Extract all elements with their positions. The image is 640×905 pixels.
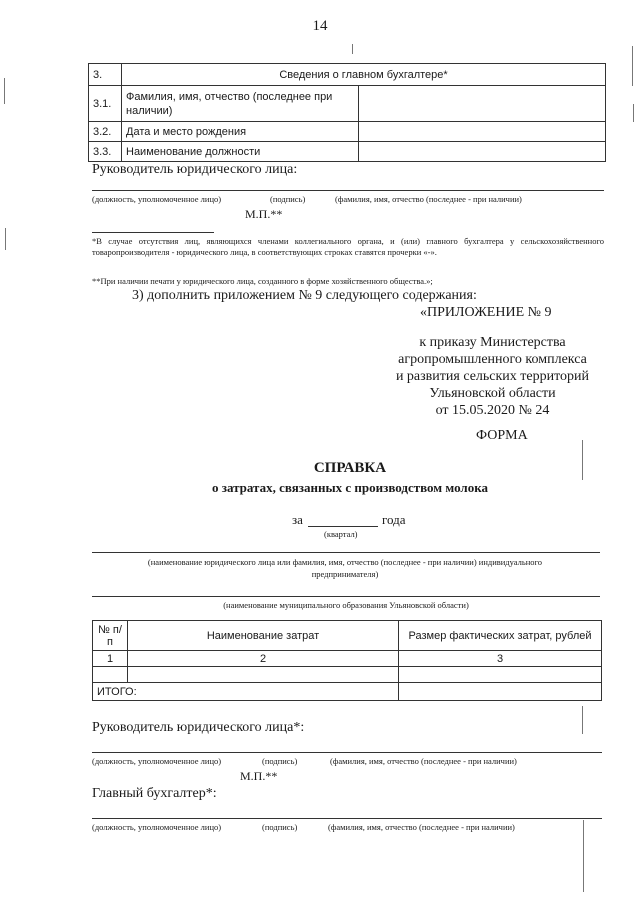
cost-table — [92, 620, 602, 701]
signature-caption-sign: (подпись) — [270, 194, 306, 204]
scan-mark — [4, 78, 5, 104]
signature-line — [92, 190, 604, 191]
index-cell: 1 — [93, 651, 128, 667]
order-line: агропромышленного комплекса — [398, 352, 587, 367]
table-cell — [399, 667, 602, 683]
table-value-cell — [359, 142, 606, 162]
stamp-place: М.П.** — [245, 207, 283, 221]
index-cell: 3 — [399, 651, 602, 667]
table-row-num: 3.2. — [89, 122, 122, 142]
head-label: Руководитель юридического лица*: — [92, 720, 305, 735]
index-cell: 2 — [128, 651, 399, 667]
scan-mark — [632, 46, 633, 86]
signature-caption-position: (должность, уполномоченное лицо) — [92, 194, 222, 204]
signature-caption-position: (должность, уполномоченное лицо) — [92, 822, 222, 832]
scan-mark — [352, 44, 353, 54]
order-line: Ульяновской области — [429, 386, 556, 401]
signature-caption-name: (фамилия, имя, отчество (последнее - при наличии) — [328, 822, 515, 832]
order-line: от 15.05.2020 № 24 — [435, 403, 550, 418]
municipality-caption: (наименование муниципального образования Ульяновской области) — [223, 600, 469, 610]
table-row-label: Фамилия, имя, отчество (последнее при наличии) — [122, 86, 359, 122]
table-row-label: Наименование должности — [122, 142, 359, 162]
period-caption: (квартал) — [324, 529, 358, 539]
period-line — [308, 526, 378, 527]
signature-line — [92, 752, 602, 753]
period-prefix: за — [292, 512, 303, 527]
col-num-header: № п/п — [93, 621, 128, 651]
entity-caption: (наименование юридического лица или фамилия, имя, отчество (последнее - при наличии) индивидуального предпринимателя) — [147, 557, 543, 579]
col-name-header: Наименование затрат — [128, 621, 399, 651]
municipality-line — [92, 596, 600, 597]
head-label: Руководитель юридического лица: — [92, 162, 298, 177]
signature-caption-sign: (подпись) — [262, 756, 298, 766]
col-amount-header: Размер фактических затрат, рублей — [399, 621, 602, 651]
table-row-num: 3. — [89, 64, 122, 86]
signature-line — [92, 818, 602, 819]
signature-caption-sign: (подпись) — [262, 822, 298, 832]
order-line: и развития сельских территорий — [395, 369, 590, 384]
signature-caption-position: (должность, уполномоченное лицо) — [92, 756, 222, 766]
signature-caption-name: (фамилия, имя, отчество (последнее - при наличии) — [335, 194, 522, 204]
footnote: **При наличии печати у юридического лица, созданного в форме хозяйственного общества.»; — [92, 276, 433, 286]
document-subtitle: о затратах, связанных с производством молока — [211, 480, 488, 495]
table-row-num: 3.1. — [89, 86, 122, 122]
stamp-place: М.П.** — [240, 769, 278, 783]
table-row-num: 3.3. — [89, 142, 122, 162]
order-reference — [380, 334, 605, 419]
footnote-divider — [92, 232, 214, 233]
document-title: СПРАВКА — [313, 460, 387, 476]
entity-line — [92, 552, 600, 553]
section-header: Сведения о главном бухгалтере* — [122, 64, 606, 86]
form-label: ФОРМА — [476, 428, 528, 443]
scan-mark — [582, 706, 583, 734]
scan-mark — [5, 228, 6, 250]
table-cell — [93, 667, 128, 683]
table-row-label: Дата и место рождения — [122, 122, 359, 142]
amendment-text: 3) дополнить приложением № 9 следующего содержания: — [132, 288, 477, 303]
total-value — [399, 683, 602, 701]
scan-mark — [583, 820, 584, 892]
table-value-cell — [359, 86, 606, 122]
chief-accountant-table — [88, 63, 606, 162]
order-line: к приказу Министерства — [419, 335, 566, 350]
scan-mark — [633, 104, 634, 122]
appendix-title: «ПРИЛОЖЕНИЕ № 9 — [420, 305, 552, 320]
period-suffix: года — [382, 512, 406, 527]
signature-caption-name: (фамилия, имя, отчество (последнее - при наличии) — [330, 756, 517, 766]
footnote: *В случае отсутствия лиц, являющихся членами коллегиального органа, и (или) главного бухгалтера у сельскохозяйственного товаропроизводителя - юридического лица, в соответствующих строках ставятся прочерки «-». — [92, 236, 604, 257]
total-label: ИТОГО: — [93, 683, 399, 701]
table-cell — [128, 667, 399, 683]
chief-accountant-label: Главный бухгалтер*: — [92, 786, 217, 801]
table-value-cell — [359, 122, 606, 142]
page-number: 14 — [312, 18, 328, 34]
